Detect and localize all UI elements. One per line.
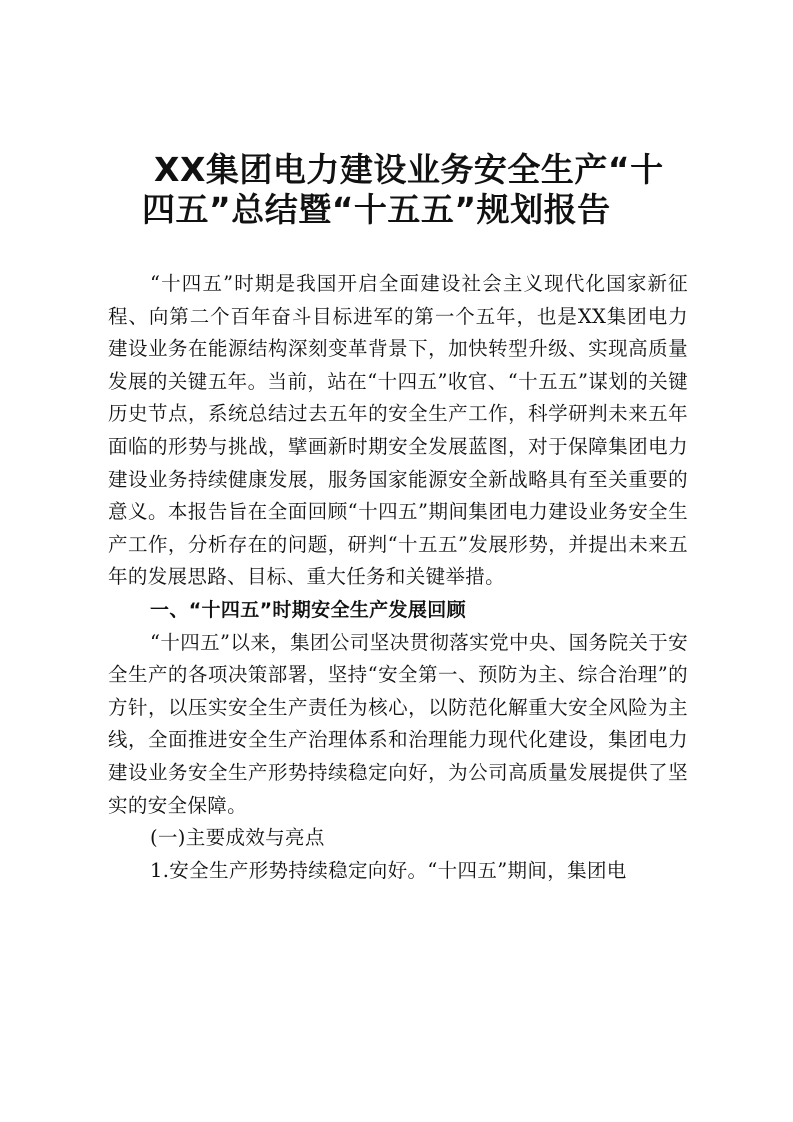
item-1-paragraph: 1.安全生产形势持续稳定向好。“十四五”期间，集团电	[150, 858, 627, 882]
title-line-1: XX集团电力建设业务安全生产“十	[154, 150, 664, 189]
intro-paragraph: “十四五”时期是我国开启全面建设社会主义现代化国家新征程、向第二个百年奋斗目标进军的第一个五年，也是XX集团电力建设业务在能源结构深刻变革背景下，加快转型升级、实现高质量发展的关键五年。当前，站在“十四五”收官、“十五五”谋划的关键历史节点，系统总结过去五年的安全生产工作，科学研判未来五年面临的形势与挑战，擘画新时期安全发展蓝图，对于保障集团电力建设业务持续健康发展，服务国家能源安全新战略具有至关重要的意义。本报告旨在全面回顾“十四五”期间集团电力建设业务安全生产工作，分析存在的问题，研判“十五五”发展形势，并提出未来五年的发展思路、目标、重大任务和关键举措。	[108, 272, 688, 589]
section-review-paragraph: “十四五”以来，集团公司坚决贯彻落实党中央、国务院关于安全生产的各项决策部署，坚持“安全第一、预防为主、综合治理”的方针，以压实安全生产责任为核心，以防范化解重大安全风险为主线，全面推进安全生产治理体系和治理能力现代化建设，集团电力建设业务安全生产形势持续稳定向好，为公司高质量发展提供了坚实的安全保障。	[108, 630, 688, 817]
section-heading-review: 一、“十四五”时期安全生产发展回顾	[150, 598, 466, 621]
document-body	[108, 268, 688, 887]
document-title	[108, 150, 692, 230]
title-line-2: 四五”总结暨“十五五”规划报告	[142, 190, 611, 229]
subsection-heading-achievements: (一)主要成效与亮点	[150, 826, 325, 850]
